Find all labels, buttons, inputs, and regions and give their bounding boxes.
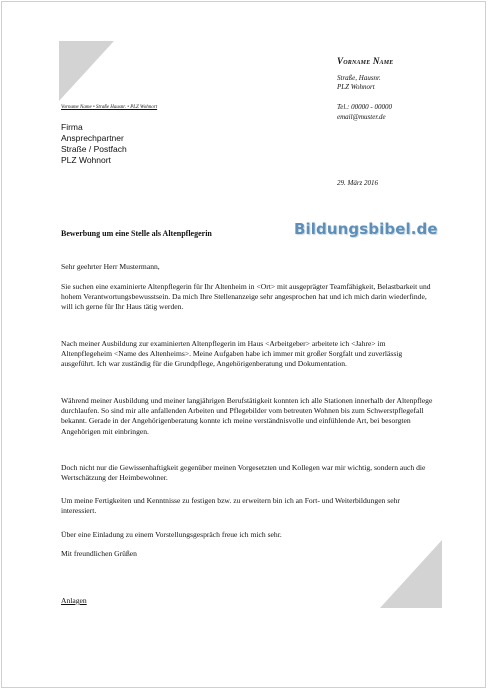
body-paragraph [61, 282, 433, 313]
sender-email: email@muster.de [337, 113, 386, 121]
body-paragraph [61, 396, 433, 437]
letter-date: 29. März 2016 [337, 179, 379, 187]
recipient-line: Ansprechpartner [61, 133, 124, 143]
body-paragraph [61, 496, 433, 516]
recipient-address [61, 122, 127, 166]
sender-phone: Tel.: 00000 - 00000 [337, 103, 392, 111]
salutation: Sehr geehrter Herr Mustermann, [61, 262, 160, 271]
paragraph-text: Doch nicht nur die Gewissenhaftigkeit gegenüber meinen Vorgesetzten und Kollegen war mir wichtig, sondern auch die Wertschätzung der Heimbewohner. [61, 463, 426, 483]
sender-street: Straße, Hausnr. [337, 74, 381, 82]
paragraph-text: Nach meiner Ausbildung zur examinierten Altenpflegerin im Haus <Arbeitgeber> arbeitete ich <Jahre> im Altenpflegeheim <Name des Altenheims>. Meine Aufgaben habe ich immer mit großer Sorgfalt und zuverlässig ausgeführt. Ich war zuständig für die Grundpflege, Angehörigenberatung und Dokumentation. [61, 339, 403, 369]
paragraph-text: Um meine Fertigkeiten und Kenntnisse zu festigen bzw. zu erweitern bin ich an Fort- und Weiterbildungen sehr interessiert. [61, 496, 400, 516]
watermark-logo: Bildungsbibel.de [294, 220, 438, 238]
corner-triangle-top-left [59, 41, 114, 101]
subject-line: Bewerbung um eine Stelle als Altenpflegerin [61, 229, 212, 238]
sender-name: Vorname Name [337, 56, 394, 66]
recipient-line: Straße / Postfach [61, 144, 127, 154]
return-address-line: Vorname Name • Straße Hausnr. • PLZ Wohnort [61, 105, 158, 110]
body-paragraph [61, 339, 433, 370]
attachments-label: Anlagen [61, 596, 87, 605]
paragraph-text: Sie suchen eine examinierte Altenpflegerin für Ihr Altenheim in <Ort> mit ausgeprägter Teamfähigkeit, Belastbarkeit und hohem Verantwortungsbewusstsein. Da mich Ihre Stellenanzeige sehr angesprochen hat und ich mich darin wiederfinde, will ich gerne für Ihr Haus tätig werden. [61, 282, 431, 312]
body-paragraph [61, 530, 433, 540]
paragraph-text: Über eine Einladung zu einem Vorstellungsgespräch freue ich mich sehr. [61, 530, 282, 539]
recipient-line: PLZ Wohnort [61, 155, 111, 165]
recipient-line: Firma [61, 122, 83, 132]
body-paragraph [61, 463, 433, 483]
closing-phrase: Mit freundlichen Grüßen [61, 549, 137, 558]
paragraph-text: Während meiner Ausbildung und meiner langjährigen Berufstätigkeit konnten ich alle Stationen innerhalb der Altenpflege durchlaufen. So sind mir alle anfallenden Arbeiten und Pflegebilder vom betreuten Wohnen bis zum Schwerstpflegefall bekannt. Gerade in der Angehörigenberatung konnte ich meine verständnisvolle und einfühlende Art, bei besorgten Angehörigen mit einbringen. [61, 396, 433, 436]
sender-city: PLZ Wohnort [337, 83, 375, 91]
